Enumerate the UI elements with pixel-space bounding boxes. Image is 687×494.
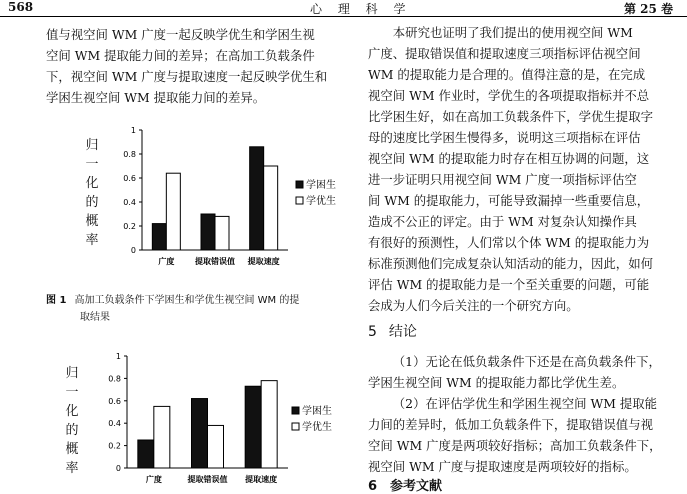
text-line: 会成为人们今后关注的一个研究方向。 [368,298,579,313]
left-column-text [46,24,346,108]
bar [192,399,208,468]
page-number: 568 [8,0,34,14]
ylabel-char: 率 [85,233,99,248]
text-line: 学困生视空间 WM 提取能力间的差异。 [46,90,266,105]
ylabel-char: 的 [85,195,99,210]
journal-title: 心 理 科 学 [310,2,412,16]
y-tick-label: 0.2 [108,441,121,451]
bar [261,381,277,468]
text-line: 广度、提取错误值和提取速度三项指标评估视空间 [368,46,641,61]
ylabel-char: 概 [65,442,79,457]
bar [250,147,264,250]
legend-label: 学优生 [306,196,336,207]
ylabel-char: 概 [85,214,99,229]
figure2-chart [92,350,350,491]
y-tick-label: 1 [130,126,136,135]
y-tick-label: 0.2 [123,222,136,231]
text-line: 有很好的预测性，人们常以个体 WM 的提取能力为 [368,235,650,250]
legend-label: 学困生 [306,180,336,191]
text-line: 进一步证明只用视空间 WM 广度一项指标评估空 [368,172,637,187]
text-line: WM 的提取能力是合理的。值得注意的是，在完成 [368,67,646,82]
y-tick-label: 0 [115,464,121,473]
y-tick-label: 0.6 [108,396,121,406]
y-tick-label: 0.6 [123,174,136,183]
bar [215,216,229,250]
bar [166,173,180,250]
text-line: 值与视空间 WM 广度一起反映学优生和学困生视 [46,27,315,42]
y-tick-label: 0.4 [123,198,136,207]
legend-swatch [296,181,303,188]
bar [208,425,224,468]
volume-label: 第 25 卷 [623,2,673,16]
text-line: （1）无论在低负载条件下还是在高负载条件下， [392,354,661,369]
bar [152,224,166,250]
text-line: 母的速度比学困生慢得多，说明这三项指标在评估 [368,130,641,145]
x-tick-label: 提取错误值 [195,257,235,266]
ylabel-char: 归 [85,138,99,153]
next-section-heading: 6 参考文献 [368,479,443,494]
ylabel-char: 归 [65,366,79,381]
figure1-ylabel [84,136,100,250]
ylabel-char: 化 [85,176,99,191]
legend-label: 学优生 [302,422,332,433]
bar [245,386,261,468]
figure1-caption-text: 高加工负载条件下学困生和学优生视空间 WM 的提 [74,295,300,306]
text-line: 视空间 WM 作业时，学优生的各项提取指标并不总 [368,88,650,103]
text-line: 本研究也证明了我们提出的使用视空间 WM [392,25,633,40]
section-5-heading [368,322,668,343]
text-line: 空间 WM 提取能力间的差异；在高加工负载条件 [46,48,315,63]
text-line: （2）在评估学优生和学困生视空间 WM 提取能 [392,396,658,411]
legend-swatch [292,407,299,414]
text-line: 空间 WM 广度是两项较好指标；高加工负载条件下， [368,438,662,453]
text-line: 造成不公正的评定。由于 WM 对复杂认知操作具 [368,214,637,229]
legend-swatch [296,197,303,204]
y-tick-label: 0 [130,246,136,255]
ylabel-char: 一 [65,385,79,400]
bar [201,214,215,250]
ylabel-char: 率 [65,461,79,476]
figure1-caption-label: 图 1 [46,295,67,306]
bar [264,166,278,250]
right-column-text [368,22,668,477]
text-line: 比学困生好，如在高加工负载条件下，学优生提取字 [368,109,653,124]
ylabel-char: 的 [65,423,79,438]
legend-swatch [292,423,299,430]
text-line: 评估 WM 的提取能力是一个至关重要的问题，可能 [368,277,650,292]
figure2-svg [92,350,350,487]
figure1-caption [46,292,346,326]
y-tick-label: 0.8 [123,150,136,159]
x-tick-label: 提取错误值 [187,475,228,484]
y-tick-label: 1 [115,352,121,361]
ylabel-char: 化 [65,404,79,419]
header-rule [0,16,687,17]
text-line: 视空间 WM 广度与提取速度是两项较好的指标。 [368,459,637,474]
figure1-svg [110,122,350,282]
text-line: 标准预测他们完成复杂认知活动的能力，因此，如何 [368,256,653,271]
text-line: 视空间 WM 的提取能力时存在相互协调的问题，这 [368,151,650,166]
bar [138,440,154,468]
text-line: 间 WM 的提取能力，可能导致漏掉一些重要信息， [368,193,650,208]
x-tick-label: 广度 [145,475,162,484]
bar [154,406,170,468]
section-title: 结论 [388,324,417,340]
text-line: 力间的差异时，低加工负载条件下，提取错误值与视 [368,417,653,432]
section-number: 5 [368,324,377,340]
figure1-chart [110,122,350,286]
figure2-ylabel [64,364,80,478]
ylabel-char: 一 [85,157,99,172]
legend-label: 学困生 [302,406,332,417]
y-tick-label: 0.8 [108,374,121,384]
figure1-caption-cont: 取结果 [80,312,110,323]
text-line: 学困生视空间 WM 的提取能力都比学优生差。 [368,375,625,390]
y-tick-label: 0.4 [108,419,121,429]
text-line: 下，视空间 WM 广度与提取速度一起反映学优生和 [46,69,328,84]
x-tick-label: 广度 [158,257,175,266]
x-tick-label: 提取速度 [245,475,278,484]
x-tick-label: 提取速度 [247,257,280,266]
